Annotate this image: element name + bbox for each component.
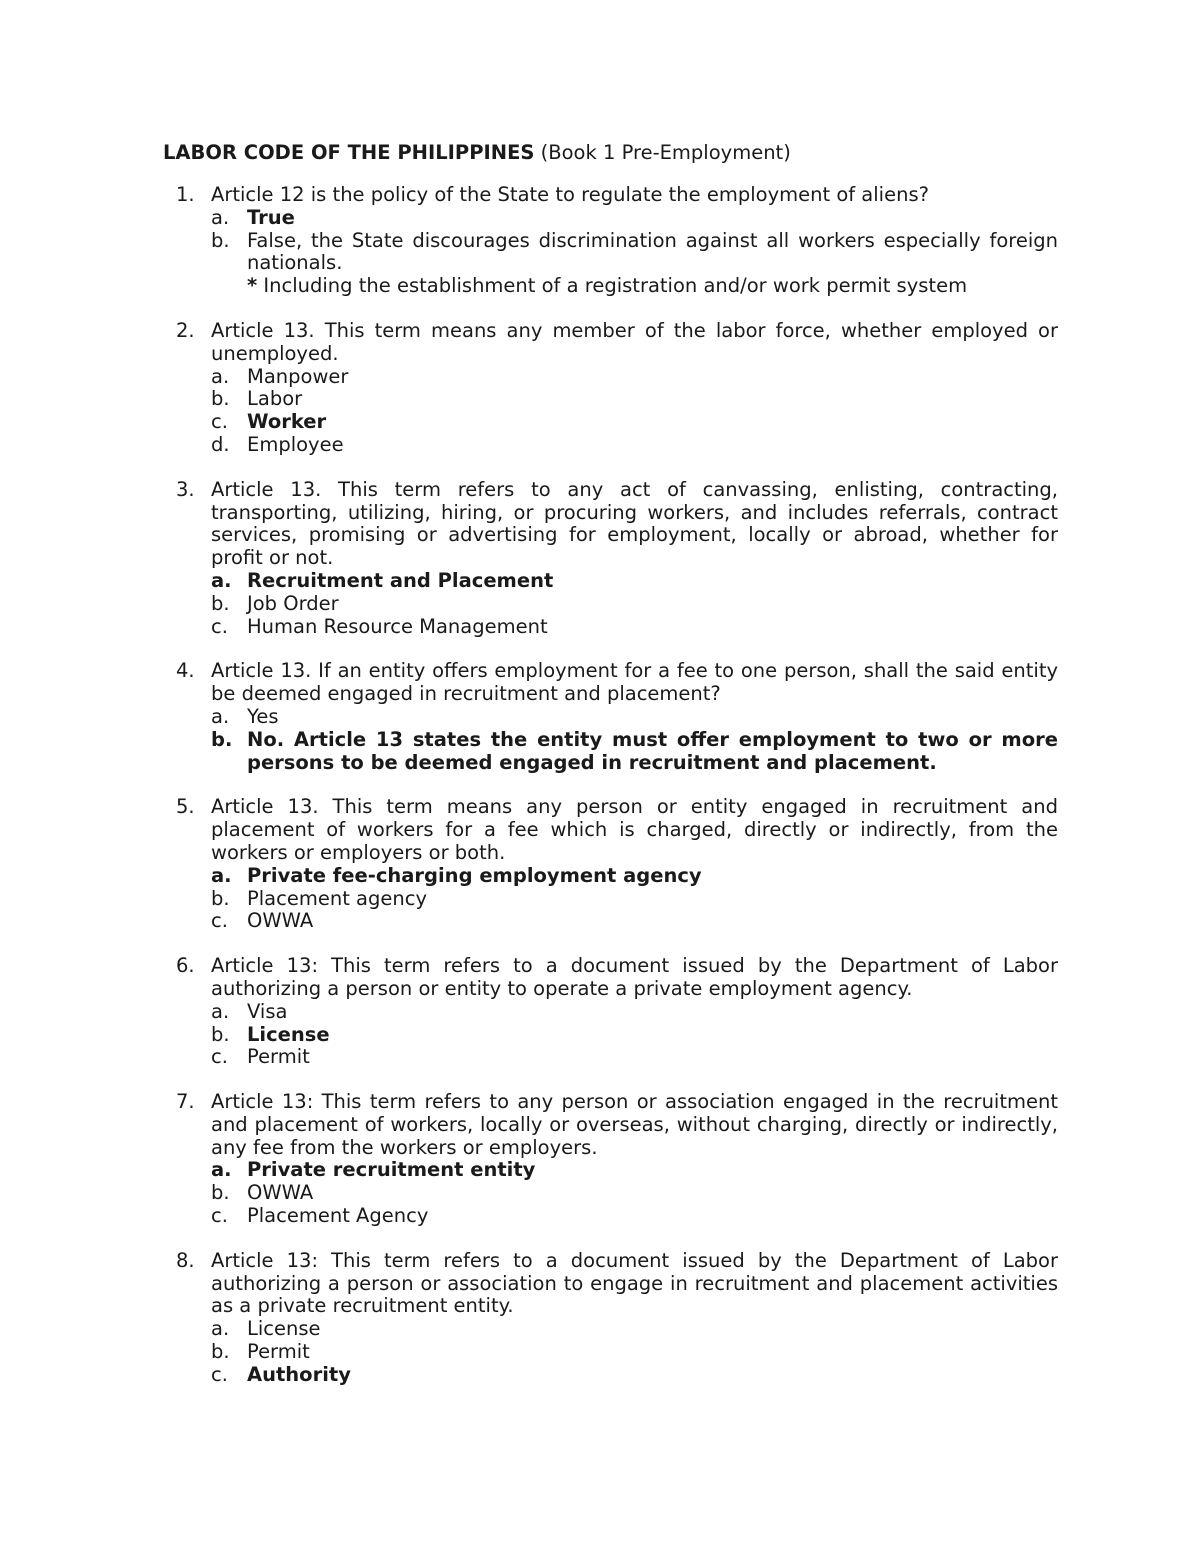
answer-note — [211, 275, 1058, 298]
choice-c — [211, 411, 1058, 434]
choice-letter: a. — [211, 205, 230, 229]
choice-list — [211, 207, 1058, 275]
choice-a — [211, 1001, 1058, 1024]
choice-letter: a. — [211, 568, 232, 592]
choice-letter: c. — [211, 614, 228, 638]
question-number: 4. — [176, 659, 195, 683]
choice-c — [211, 1046, 1058, 1069]
choice-letter: b. — [211, 1181, 230, 1205]
choice-a — [211, 570, 1058, 593]
choice-b — [211, 1341, 1058, 1364]
document-page — [163, 139, 1058, 1409]
choice-d — [211, 434, 1058, 457]
choice-letter: b. — [211, 228, 230, 252]
choice-text: Job Order — [247, 591, 339, 615]
choice-letter: c. — [211, 909, 228, 933]
choice-text: False, the State discourages discrimination against all workers especially foreign nationals. — [247, 228, 1058, 275]
choice-letter: d. — [211, 432, 230, 456]
question-number: 7. — [176, 1090, 195, 1114]
choice-text: Worker — [247, 410, 327, 434]
choice-letter: b. — [211, 886, 230, 910]
question-3 — [163, 479, 1058, 639]
document-title — [163, 139, 1058, 166]
question-text: Article 13. If an entity offers employment for a fee to one person, shall the said entity be deemed engaged in recruitment and placement? — [211, 659, 1058, 706]
choice-text: Permit — [247, 1045, 310, 1069]
choice-list — [211, 865, 1058, 933]
choice-c — [211, 616, 1058, 639]
question-1 — [163, 184, 1058, 298]
choice-text: License — [247, 1317, 321, 1341]
choice-list — [211, 570, 1058, 638]
title-subtitle: (Book 1 Pre-Employment) — [534, 141, 791, 164]
question-5 — [163, 796, 1058, 933]
choice-a — [211, 1318, 1058, 1341]
choice-text: True — [247, 205, 295, 229]
question-text: Article 13. This term means any person or entity engaged in recruitment and placement of workers for a fee which is charged, directly or indirectly, from the workers or employers or both. — [211, 795, 1058, 864]
question-number: 1. — [176, 183, 195, 206]
choice-list — [211, 1318, 1058, 1386]
choice-list — [211, 1159, 1058, 1227]
choice-text: Manpower — [247, 364, 349, 388]
choice-a — [211, 706, 1058, 729]
choice-a — [211, 366, 1058, 389]
choice-letter: b. — [211, 387, 230, 411]
choice-letter: c. — [211, 1204, 228, 1228]
title-main: LABOR CODE OF THE PHILIPPINES — [163, 141, 535, 164]
choice-text: License — [247, 1022, 330, 1046]
question-4 — [163, 660, 1058, 774]
choice-b — [211, 1182, 1058, 1205]
question-text: Article 13. This term means any member of the labor force, whether employed or unemployed. — [211, 318, 1058, 365]
choice-text: OWWA — [247, 1181, 314, 1205]
choice-b — [211, 230, 1058, 276]
choice-text: Permit — [247, 1340, 310, 1364]
choice-letter: a. — [211, 863, 232, 887]
choice-letter: a. — [211, 1158, 232, 1182]
choice-letter: b. — [211, 727, 233, 751]
question-text: Article 13. This term refers to any act of canvassing, enlisting, contracting, transporting, utilizing, hiring, or procuring workers, and includes referrals, contract services, promising or advertising for employment, locally or abroad, whether for profit or not. — [211, 477, 1058, 570]
choice-letter: b. — [211, 1022, 230, 1046]
question-number: 2. — [176, 318, 195, 342]
choice-text: Authority — [247, 1362, 351, 1386]
choice-text: Human Resource Management — [247, 614, 548, 638]
choice-list — [211, 1001, 1058, 1069]
choice-c — [211, 1364, 1058, 1387]
question-text: Article 13: This term refers to any person or association engaged in the recruitment and placement of workers, locally or overseas, without charging, directly or indirectly, any fee from the workers or employers. — [211, 1090, 1058, 1159]
choice-b — [211, 729, 1058, 775]
question-6 — [163, 955, 1058, 1069]
note-text: Including the establishment of a registration and/or work permit system — [257, 274, 968, 298]
choice-a — [211, 207, 1058, 230]
choice-text: Private fee-charging employment agency — [247, 863, 702, 887]
choice-b — [211, 593, 1058, 616]
choice-list — [211, 706, 1058, 774]
choice-c — [211, 910, 1058, 933]
choice-text: No. Article 13 states the entity must offer employment to two or more persons to be deemed engaged in recruitment and placement. — [247, 727, 1058, 774]
question-text: Article 12 is the policy of the State to regulate the employment of aliens? — [211, 183, 929, 206]
question-number: 3. — [176, 477, 195, 501]
question-text: Article 13: This term refers to a document issued by the Department of Labor authorizing a person or association to engage in recruitment and placement activities as a private recruitment entity. — [211, 1248, 1058, 1318]
choice-a — [211, 865, 1058, 888]
choice-letter: c. — [211, 410, 228, 434]
choice-letter: a. — [211, 364, 230, 388]
choice-text: Placement Agency — [247, 1204, 429, 1228]
choice-letter: b. — [211, 1340, 230, 1364]
question-text: Article 13: This term refers to a document issued by the Department of Labor authorizing a person or entity to operate a private employment agency. — [211, 954, 1058, 1000]
question-number: 8. — [176, 1248, 195, 1272]
choice-c — [211, 1205, 1058, 1228]
choice-letter: a. — [211, 1317, 230, 1341]
choice-letter: c. — [211, 1045, 228, 1069]
note-star: * — [247, 274, 258, 298]
question-number: 5. — [176, 795, 195, 819]
choice-letter: a. — [211, 999, 230, 1023]
choice-a — [211, 1159, 1058, 1182]
choice-b — [211, 1024, 1058, 1047]
choice-letter: c. — [211, 1362, 228, 1386]
question-8 — [163, 1250, 1058, 1387]
choice-text: Yes — [247, 704, 279, 728]
choice-text: Recruitment and Placement — [247, 568, 554, 592]
question-number: 6. — [176, 954, 195, 978]
question-2 — [163, 320, 1058, 457]
question-7 — [163, 1091, 1058, 1228]
choice-text: Private recruitment entity — [247, 1158, 536, 1182]
choice-b — [211, 888, 1058, 911]
choice-text: Employee — [247, 432, 344, 456]
choice-text: Labor — [247, 387, 303, 411]
choice-letter: a. — [211, 704, 230, 728]
choice-b — [211, 388, 1058, 411]
choice-text: Placement agency — [247, 886, 427, 910]
choice-letter: b. — [211, 591, 230, 615]
choice-list — [211, 366, 1058, 457]
choice-text: OWWA — [247, 909, 314, 933]
choice-text: Visa — [247, 999, 288, 1023]
